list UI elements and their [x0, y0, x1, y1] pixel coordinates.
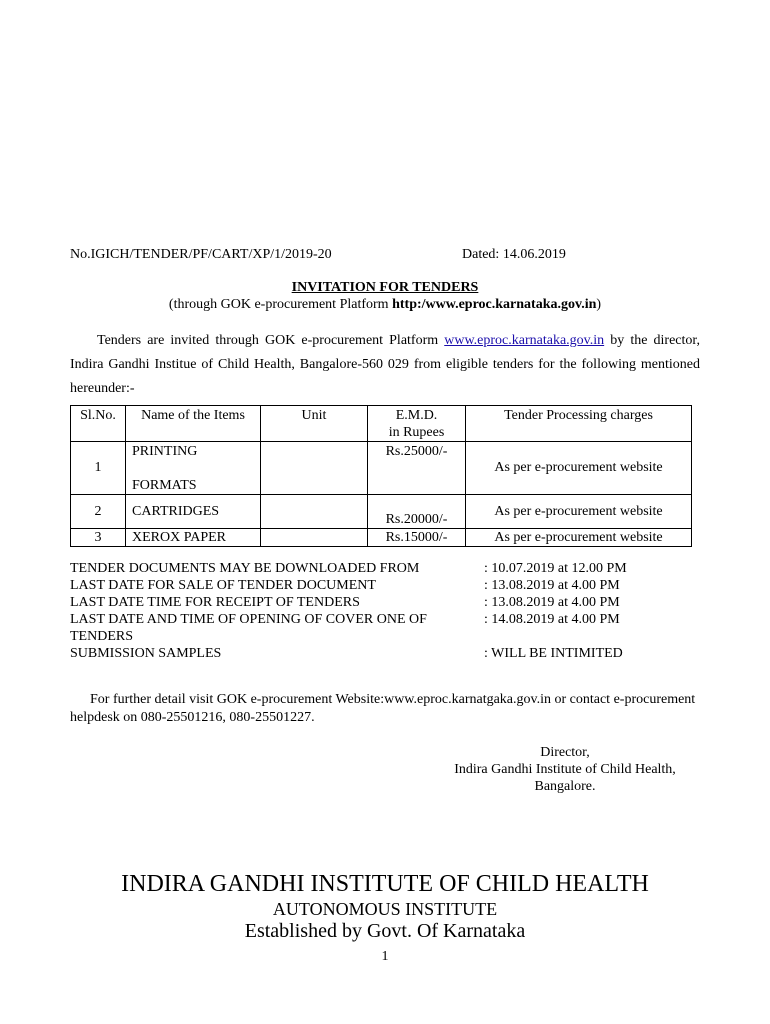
row1-unit — [261, 442, 368, 495]
header-emd-line2: in Rupees — [388, 425, 445, 440]
subtitle-prefix: (through GOK e-procurement Platform — [168, 297, 393, 312]
signature-title: Director, — [540, 745, 590, 760]
schedule-label: LAST DATE AND TIME OF OPENING OF COVER ONE OF TENDERS — [70, 612, 427, 644]
row3-charges: As per e-procurement website — [466, 529, 692, 547]
row1-charges: As per e-procurement website — [466, 442, 692, 495]
tender-items-table — [70, 405, 692, 547]
intro-text-end: by the director, Indira Gandhi Institue of Child Health, Bangalore-560 029 from eligible tenders for the following mentioned hereunder:- — [70, 333, 700, 396]
eproc-link[interactable]: www.eproc.karnataka.gov.in — [444, 333, 605, 348]
row2-emd: Rs.20000/- — [368, 495, 466, 529]
schedule-label: LAST DATE TIME FOR RECEIPT OF TENDERS — [70, 595, 360, 610]
header-item-name: Name of the Items — [126, 406, 261, 442]
document-subtitle — [0, 296, 770, 313]
institute-name: INDIRA GANDHI INSTITUTE OF CHILD HEALTH — [121, 871, 649, 897]
intro-text-start: Tenders are invited through GOK e-procurement Platform — [97, 333, 445, 348]
row2-item-name: CARTRIDGES — [126, 495, 261, 529]
document-date: Dated: 14.06.2019 — [462, 247, 566, 262]
table-row — [71, 529, 692, 547]
institute-established: Established by Govt. Of Karnataka — [244, 920, 526, 942]
page-number: 1 — [381, 949, 389, 964]
schedule-label: SUBMISSION SAMPLES — [70, 646, 222, 661]
header-emd-line1: E.M.D. — [395, 408, 438, 423]
schedule-label: LAST DATE FOR SALE OF TENDER DOCUMENT — [70, 578, 376, 593]
row1-item-spacer — [132, 460, 254, 477]
header-processing-charges: Tender Processing charges — [466, 406, 692, 442]
intro-paragraph — [70, 329, 700, 401]
header-sl-no: Sl.No. — [71, 406, 126, 442]
schedule-value: : 14.08.2019 at 4.00 PM — [484, 612, 620, 627]
schedule-value: : WILL BE INTIMITED — [484, 646, 623, 661]
row1-item-name — [126, 442, 261, 495]
signature-block — [420, 744, 710, 795]
schedule-label: TENDER DOCUMENTS MAY BE DOWNLOADED FROM — [70, 561, 420, 576]
subtitle-suffix: ) — [596, 297, 602, 312]
row1-item-line1: PRINTING — [132, 444, 198, 459]
row1-emd: Rs.25000/- — [368, 442, 466, 495]
row1-item-line2: FORMATS — [132, 478, 197, 493]
signature-city: Bangalore. — [534, 779, 596, 794]
table-header-row — [71, 406, 692, 442]
institute-type: AUTONOMOUS INSTITUTE — [272, 899, 498, 919]
row3-sl-no: 3 — [71, 529, 126, 547]
row1-sl-no: 1 — [71, 442, 126, 495]
row2-sl-no: 2 — [71, 495, 126, 529]
row3-emd: Rs.15000/- — [368, 529, 466, 547]
reference-number: No.IGICH/TENDER/PF/CART/XP/1/2019-20 — [70, 247, 332, 262]
row3-item-name: XEROX PAPER — [126, 529, 261, 547]
row2-charges: As per e-procurement website — [466, 495, 692, 529]
table-row — [71, 442, 692, 495]
document-title: INVITATION FOR TENDERS — [291, 280, 479, 295]
schedule-value: : 10.07.2019 at 12.00 PM — [484, 561, 627, 576]
row2-unit — [261, 495, 368, 529]
header-unit: Unit — [261, 406, 368, 442]
header-emd — [368, 406, 466, 442]
further-info-paragraph: For further detail visit GOK e-procurement Website:www.eproc.karnatgaka.gov.in or contact e-procurement helpdesk on 080-25501216, 080-25501227. — [70, 692, 696, 725]
signature-institute: Indira Gandhi Institute of Child Health, — [454, 762, 676, 777]
schedule-value: : 13.08.2019 at 4.00 PM — [484, 578, 620, 593]
table-row — [71, 495, 692, 529]
schedule-value: : 13.08.2019 at 4.00 PM — [484, 595, 620, 610]
subtitle-url: http:/www.eproc.karnataka.gov.in — [392, 297, 597, 312]
row3-unit — [261, 529, 368, 547]
